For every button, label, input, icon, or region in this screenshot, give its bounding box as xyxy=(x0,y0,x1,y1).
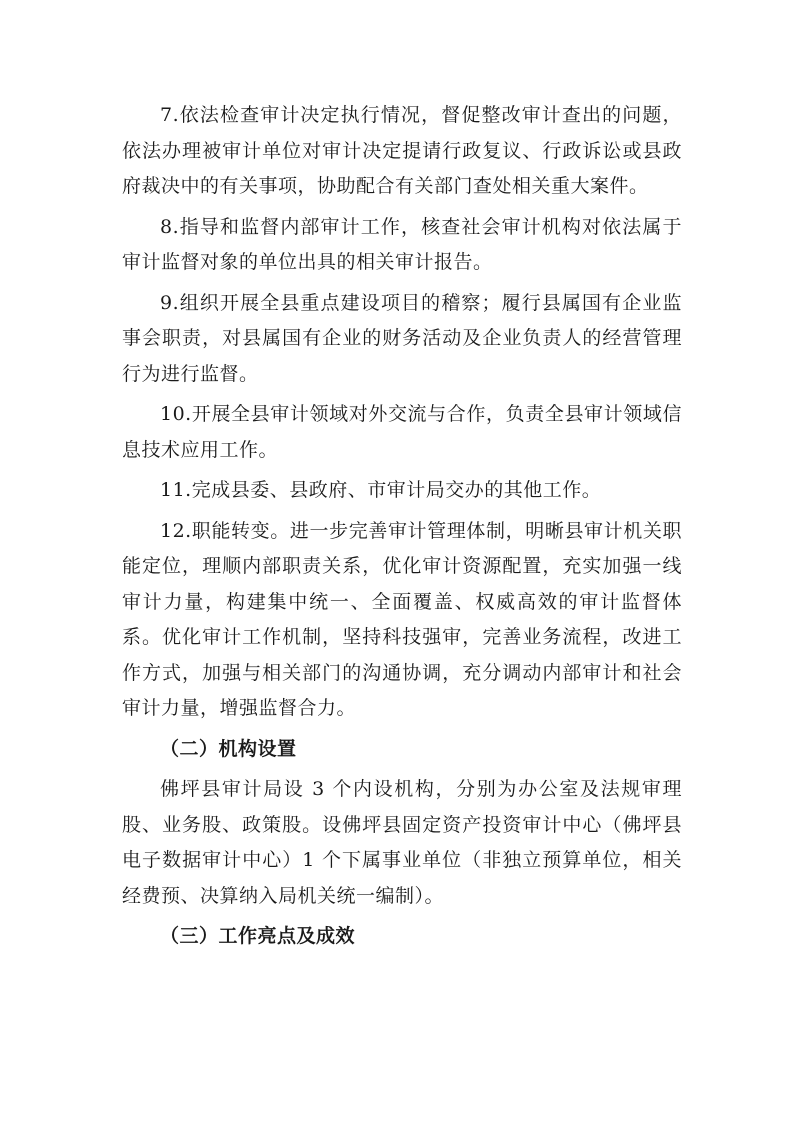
section-text-institution: 佛坪县审计局设 3 个内设机构，分别为办公室及法规审理股、业务股、政策股。设佛坪县固定资产投资审计中心（佛坪县电子数据审计中心）1 个下属事业单位（非独立预算单位，相关经费预、决算纳入局机关统一编制）。 xyxy=(122,778,682,907)
paragraph-item-11: 11.完成县委、县政府、市审计局交办的其他工作。 xyxy=(160,479,602,501)
paragraph-item-10: 10.开展全县审计领域对外交流与合作，负责全县审计领域信息技术应用工作。 xyxy=(122,403,682,461)
section-heading-highlights: （三）工作亮点及成效 xyxy=(160,925,356,947)
paragraph-item-7: 7.依法检查审计决定执行情况，督促整改审计查出的问题，依法办理被审计单位对审计决定提请行政复议、行政诉讼或县政府裁决中的有关事项，协助配合有关部门查处相关重大案件。 xyxy=(122,104,682,197)
section-heading-institution: （二）机构设置 xyxy=(160,737,297,760)
paragraph-item-12: 12.职能转变。进一步完善审计管理体制，明晰县审计机关职能定位，理顺内部职责关系，优化审计资源配置，充实加强一线审计力量，构建集中统一、全面覆盖、权威高效的审计监督体系。优化审计工作机制，坚持科技强审，完善业务流程，改进工作方式，加强与相关部门的沟通协调，充分调动内部审计和社会审计力量，增强监督合力。 xyxy=(122,519,682,719)
document-body xyxy=(122,98,682,960)
paragraph-item-8: 8.指导和监督内部审计工作，核查社会审计机构对依法属于审计监督对象的单位出具的相关审计报告。 xyxy=(122,215,682,273)
paragraph-item-9: 9.组织开展全县重点建设项目的稽察；履行县属国有企业监事会职责，对县属国有企业的财务活动及企业负责人的经营管理行为进行监督。 xyxy=(122,291,682,385)
